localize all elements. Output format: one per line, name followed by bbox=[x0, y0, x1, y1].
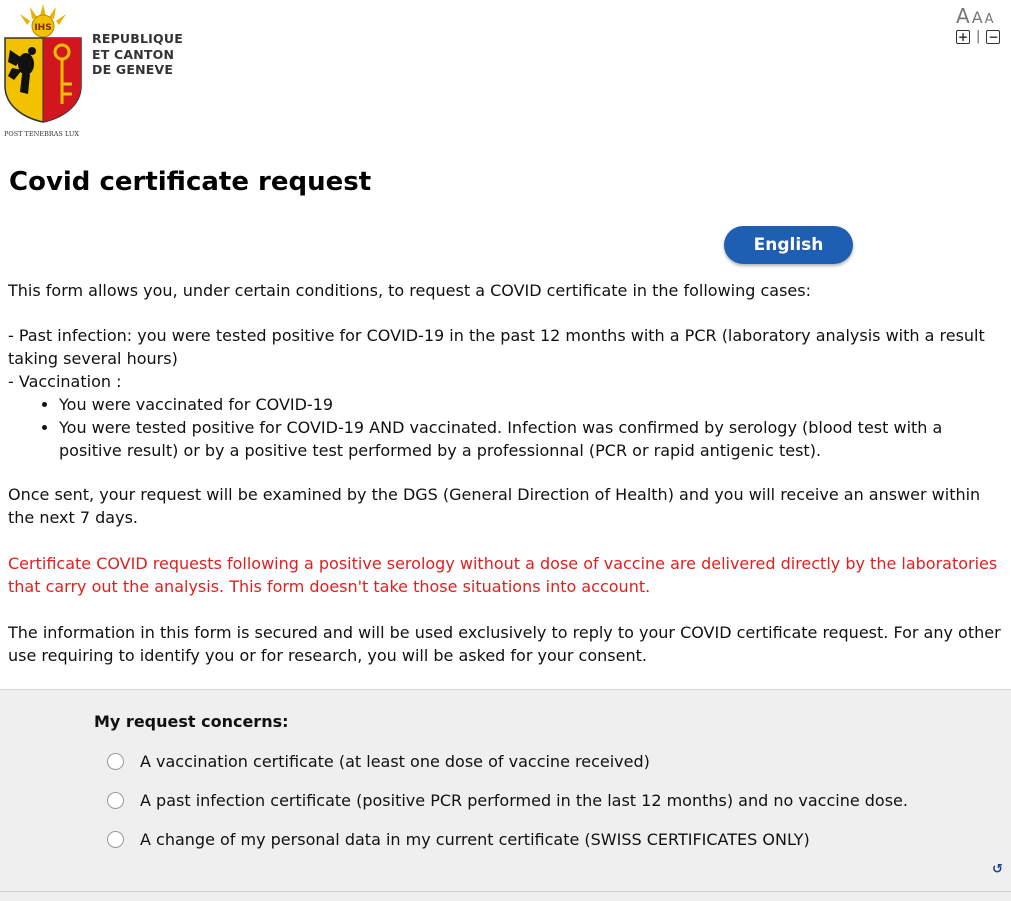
vaccination-list bbox=[8, 393, 1003, 462]
once-sent-text: Once sent, your request will be examined by the DGS (General Direction of Health) and you will receive an answer within the next 7 days. bbox=[8, 485, 981, 527]
font-size-small[interactable]: A bbox=[984, 12, 994, 27]
option-label: A change of my personal data in my current certificate (SWISS CERTIFICATES ONLY) bbox=[140, 830, 810, 849]
page-title: Covid certificate request bbox=[9, 167, 372, 197]
request-concerns-label: My request concerns: bbox=[94, 712, 289, 731]
zoom-row bbox=[956, 29, 1008, 44]
font-size-labels bbox=[956, 4, 1008, 28]
government-name bbox=[92, 31, 183, 78]
option-personal-data-change[interactable] bbox=[107, 830, 810, 849]
site-header bbox=[0, 0, 1011, 150]
motto: POST TENEBRAS LUX bbox=[4, 130, 80, 138]
past-infection-text: - Past infection: you were tested positive for COVID-19 in the past 12 months with a PCR (laboratory analysis with a result taking several hours) bbox=[8, 326, 985, 368]
radio-personal-data[interactable] bbox=[107, 831, 124, 848]
gov-line-1: REPUBLIQUE bbox=[92, 31, 183, 46]
reset-icon[interactable]: ↺ bbox=[992, 862, 1003, 877]
divider bbox=[0, 891, 1011, 892]
option-vaccination-certificate[interactable] bbox=[107, 752, 650, 771]
option-label: A past infection certificate (positive PCR performed in the last 12 months) and no vaccine dose. bbox=[140, 791, 908, 810]
zoom-separator: | bbox=[976, 29, 981, 44]
vaccination-heading: - Vaccination : bbox=[8, 372, 122, 391]
warning-text: Certificate COVID requests following a positive serology without a dose of vaccine are delivered directly by the laboratories that carry out the analysis. This form doesn't take those situations into account. bbox=[8, 554, 998, 596]
radio-vaccination[interactable] bbox=[107, 753, 124, 770]
gov-line-2: ET CANTON bbox=[92, 46, 175, 62]
request-form bbox=[0, 689, 1011, 901]
privacy-text: The information in this form is secured and will be used exclusively to reply to your COVID certificate request. For any other use requiring to identify you or for research, you will be asked for your consent. bbox=[8, 623, 1001, 665]
gov-line-3: DE GENEVE bbox=[92, 62, 174, 77]
vaccination-bullet: • You were vaccinated for COVID-19 bbox=[59, 393, 1003, 416]
radio-past-infection[interactable] bbox=[107, 792, 124, 809]
option-past-infection-certificate[interactable] bbox=[107, 791, 908, 810]
vaccination-bullet: • You were tested positive for COVID-19 AND vaccinated. Infection was confirmed by serology (blood test with a positive result) or by a positive test performed by a professionnal (PCR or rapid antigenic test). bbox=[59, 416, 1003, 462]
font-size-medium[interactable]: A bbox=[971, 8, 983, 27]
geneva-coat-of-arms-icon bbox=[2, 4, 84, 124]
crest-ihs-text: IHS bbox=[34, 23, 52, 33]
intro-text bbox=[8, 279, 1003, 667]
option-label: A vaccination certificate (at least one dose of vaccine received) bbox=[140, 752, 650, 771]
font-size-large[interactable]: A bbox=[956, 4, 970, 28]
zoom-out-button[interactable]: − bbox=[988, 29, 999, 44]
font-size-controls bbox=[956, 4, 1008, 44]
intro-lead: This form allows you, under certain conditions, to request a COVID certificate in the following cases: bbox=[8, 281, 811, 300]
zoom-in-button[interactable]: + bbox=[957, 29, 969, 44]
language-button[interactable]: English bbox=[724, 226, 853, 264]
